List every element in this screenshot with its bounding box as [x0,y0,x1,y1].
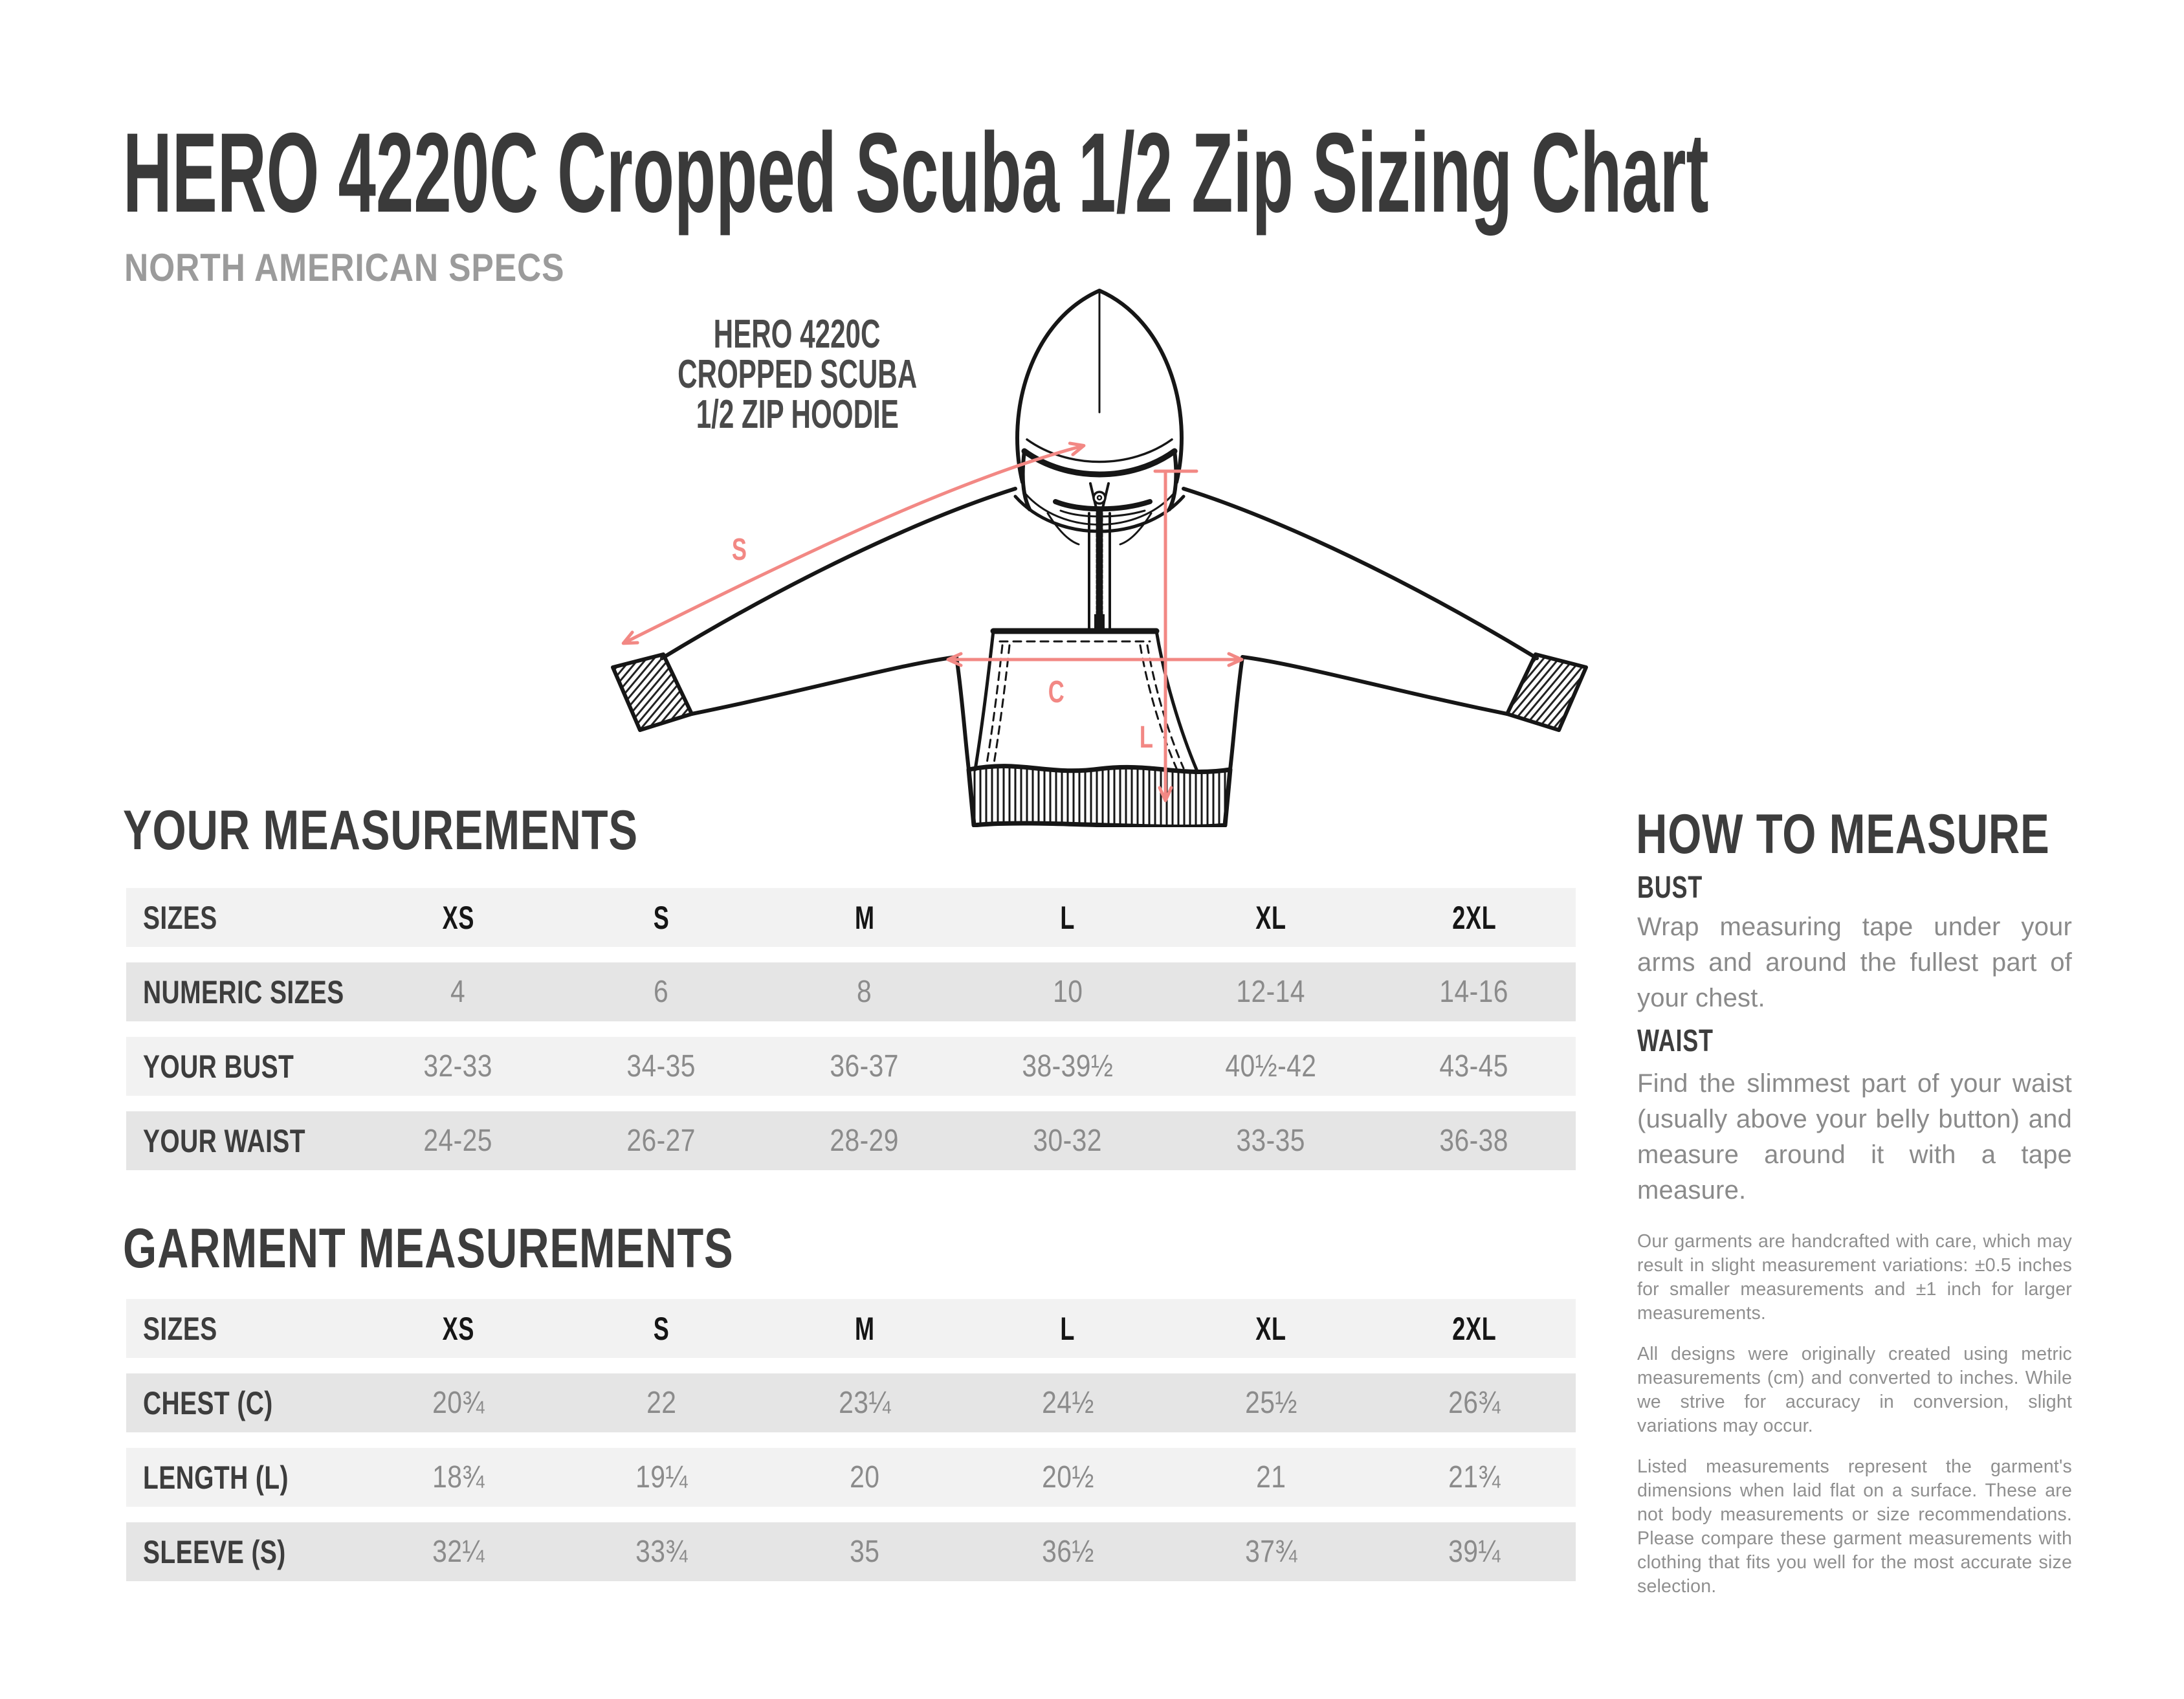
cell-value: 24-25 [423,1124,493,1158]
your-measurements-heading [123,799,783,861]
garment-measurements-table [126,1299,1576,1597]
column-header-2xl: 2XL [1451,1310,1497,1347]
cell-value: 20¾ [432,1386,485,1420]
sleeve-right-outline [1184,489,1537,658]
bust-label-text: BUST [1637,871,1703,905]
sleeve-right-underedge [1230,657,1507,770]
cell-value: 32-33 [423,1049,493,1083]
table-row [126,1111,1576,1170]
hoodie-technical-drawing [593,283,1611,827]
row-label: CHEST (C) [143,1384,273,1421]
column-header-xl: XL [1255,899,1286,936]
waist-label [1637,1026,1739,1057]
cell-value: 23¼ [838,1386,891,1420]
cell-value: 26-27 [626,1124,696,1158]
waist-instructions: Find the slimmest part of your waist (usually above your belly button) and measure around it with a tape measure. [1637,1069,2072,1205]
figure-label-line: HERO 4220C [714,312,881,357]
how-to-measure-heading-text: HOW TO MEASURE [1636,803,2050,865]
cell-value: 8 [857,975,872,1009]
cell-value: 36-37 [830,1049,899,1083]
cell-value: 14-16 [1439,975,1509,1009]
cell-value: 37¾ [1244,1535,1297,1569]
column-header-xs: XS [442,1310,474,1347]
your-measurements-table [126,888,1576,1186]
cell-value: 34-35 [626,1049,696,1083]
cell-value: 25½ [1244,1386,1297,1420]
row-label: LENGTH (L) [143,1459,289,1496]
cell-value: 20½ [1041,1460,1094,1494]
garment-measurements-heading [123,1217,906,1280]
hem-band [969,766,1230,827]
sleeve-left-outline [662,489,1015,658]
cell-value: 28-29 [830,1124,899,1158]
waist-label-text: WAIST [1637,1024,1714,1058]
cell-value: 24½ [1041,1386,1094,1420]
row-label: YOUR BUST [143,1048,294,1085]
your-measurements-heading-text: YOUR MEASUREMENTS [123,799,638,861]
column-header-s: S [653,899,670,936]
cell-value: 43-45 [1439,1049,1509,1083]
pocket-left-side [975,631,993,770]
cuff-left [613,654,692,730]
pocket-right-side [1156,631,1197,770]
page-title-text: HERO 4220C Cropped Scuba 1/2 Zip Sizing Chart [123,110,1709,236]
row-label: YOUR WAIST [143,1122,305,1159]
note-paragraph: Listed measurements represent the garment's dimensions when laid flat on a surface. These are not body measurements or size recommendations. Please compare these garment measurements with clothing that fits you well for the most accurate size selection. [1637,1456,2072,1597]
how-to-measure-heading [1636,803,2167,865]
cell-value: 36-38 [1439,1124,1509,1158]
cell-value: 21¾ [1448,1460,1501,1494]
cell-value: 33-35 [1236,1124,1306,1158]
measurement-notes [1637,1230,2072,1616]
cell-value: 39¼ [1448,1535,1501,1569]
cell-value: 40½-42 [1225,1049,1317,1083]
table-row [126,1522,1576,1581]
length-arrow-label: L [1139,719,1153,755]
bust-label [1637,872,1725,904]
column-header-s: S [653,1310,670,1347]
column-header-sizes: SIZES [143,899,217,936]
page-subtitle [124,246,636,289]
cell-value: 19¼ [635,1460,688,1494]
cuff-right [1507,654,1586,730]
table-header-row [126,888,1576,947]
figure-label-line: CROPPED SCUBA [677,352,918,397]
table-header-row [126,1299,1576,1358]
column-header-l: L [1060,1310,1075,1347]
column-header-m: M [854,1310,875,1347]
page-title [123,110,2184,236]
cell-value: 4 [450,975,466,1009]
column-header-sizes: SIZES [143,1310,217,1347]
cell-value: 38-39½ [1022,1049,1114,1083]
cell-value: 36½ [1041,1535,1094,1569]
sleeve-measure-arrow [624,446,1083,643]
garment-measurements-heading-text: GARMENT MEASUREMENTS [123,1217,734,1280]
note-paragraph: Our garments are handcrafted with care, which may result in slight measurement variations: ±0.5 inches for smaller measurements and ±1 inch for larger measurements. [1637,1231,2072,1324]
cell-value: 20 [849,1460,880,1494]
cell-value: 18¾ [432,1460,485,1494]
chest-arrow-label: C [1048,674,1064,709]
table-row [126,1373,1576,1432]
column-header-l: L [1060,899,1075,936]
table-row [126,1448,1576,1507]
row-label: NUMERIC SIZES [143,973,344,1010]
cell-value: 6 [654,975,669,1009]
cell-value: 12-14 [1236,975,1306,1009]
cell-value: 26¾ [1448,1386,1501,1420]
row-label: SLEEVE (S) [143,1533,286,1570]
cell-value: 22 [646,1386,677,1420]
cell-value: 35 [849,1535,880,1569]
column-header-xs: XS [442,899,474,936]
cell-value: 32¼ [432,1535,485,1569]
figure-label-line: 1/2 ZIP HOODIE [696,392,899,437]
zip-slider [1094,492,1105,504]
bust-instructions: Wrap measuring tape under your arms and around the fullest part of your chest. [1637,913,2072,1012]
column-header-xl: XL [1255,1310,1286,1347]
cell-value: 10 [1052,975,1083,1009]
zip-end-stop [1094,614,1105,628]
sleeve-arrow-label: S [731,531,747,567]
cell-value: 21 [1255,1460,1286,1494]
cell-value: 30-32 [1033,1124,1103,1158]
note-paragraph: All designs were originally created using metric measurements (cm) and converted to inches. While we strive for accuracy in conversion, slight variations may occur. [1637,1344,2072,1436]
sleeve-left-underedge [692,657,969,770]
column-header-m: M [854,899,875,936]
table-row [126,962,1576,1021]
table-row [126,1037,1576,1096]
page-subtitle-text: NORTH AMERICAN SPECS [124,246,565,289]
cell-value: 33¾ [635,1535,688,1569]
column-header-2xl: 2XL [1451,899,1497,936]
